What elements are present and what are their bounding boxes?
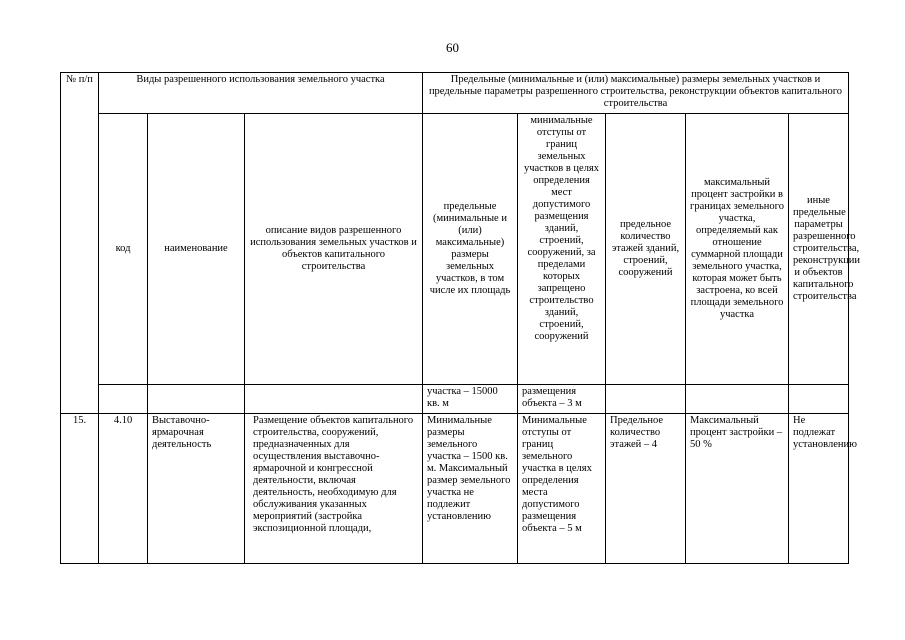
- row-code: 4.10: [99, 414, 148, 564]
- land-use-table: [60, 72, 861, 564]
- row-description: Размещение объектов капитального строительства, сооружений, предназначенных для осуществления выставочно-ярмарочной и конгрессной деятельности, включая деятельность, необходимую для обслуживания указанных мероприятий (застройка экспозиционной площади,: [245, 414, 423, 564]
- cont-name: [148, 385, 245, 414]
- cont-size: участка – 15000 кв. м: [423, 385, 518, 414]
- header-types: Виды разрешенного использования земельного участка: [99, 73, 423, 114]
- subheader-coverage: максимальный процент застройки в границах земельного участка, определяемый как отношение суммарной площади земельного участка, которая может быть застроена, ко всей площади земельного участка: [686, 114, 789, 385]
- row-name: Выставочно-ярмарочная деятельность: [148, 414, 245, 564]
- subheader-setback: минимальные отступы от границ земельных участков в целях определения мест допустимого размещения зданий, строений, сооружений, за пределами которых запрещено строительство зданий, строений, сооружений: [518, 114, 606, 385]
- row-num: 15.: [61, 414, 99, 564]
- table-row: [61, 414, 849, 564]
- row-setback: Минимальные отступы от границ земельного участка в целях определения места допустимого размещения объекта – 5 м: [518, 414, 606, 564]
- header-row: [61, 73, 849, 114]
- header-num: № п/п: [61, 73, 99, 414]
- row-floors: Предельное количество этажей – 4: [606, 414, 686, 564]
- page-number: 60: [446, 40, 459, 55]
- subheader-floors: предельное количество этажей зданий, строений, сооружений: [606, 114, 686, 385]
- cont-code: [99, 385, 148, 414]
- subheader-description: описание видов разрешенного использования земельных участков и объектов капитального строительства: [245, 114, 423, 385]
- continuation-row: [61, 385, 849, 414]
- subheader-size: предельные (минимальные и (или) максимальные) размеры земельных участков, в том числе их площадь: [423, 114, 518, 385]
- cont-setback: размещения объекта – 3 м: [518, 385, 606, 414]
- subheader-code: код: [99, 114, 148, 385]
- subheader-row: [61, 114, 849, 385]
- cont-floors: [606, 385, 686, 414]
- cont-other: [789, 385, 849, 414]
- row-size: Минимальные размеры земельного участка – 1500 кв. м. Максимальный размер земельного участка не подлежит установлению: [423, 414, 518, 564]
- row-coverage: Максимальный процент застройки – 50 %: [686, 414, 789, 564]
- header-params: Предельные (минимальные и (или) максимальные) размеры земельных участков и предельные параметры разрешенного строительства, реконструкции объектов капитального строительства: [423, 73, 849, 114]
- subheader-name: наименование: [148, 114, 245, 385]
- cont-coverage: [686, 385, 789, 414]
- cont-description: [245, 385, 423, 414]
- row-other: Не подлежат установлению: [789, 414, 849, 564]
- subheader-other: иные предельные параметры разрешенного строительства, реконструкции и объектов капитального строительства: [789, 114, 849, 385]
